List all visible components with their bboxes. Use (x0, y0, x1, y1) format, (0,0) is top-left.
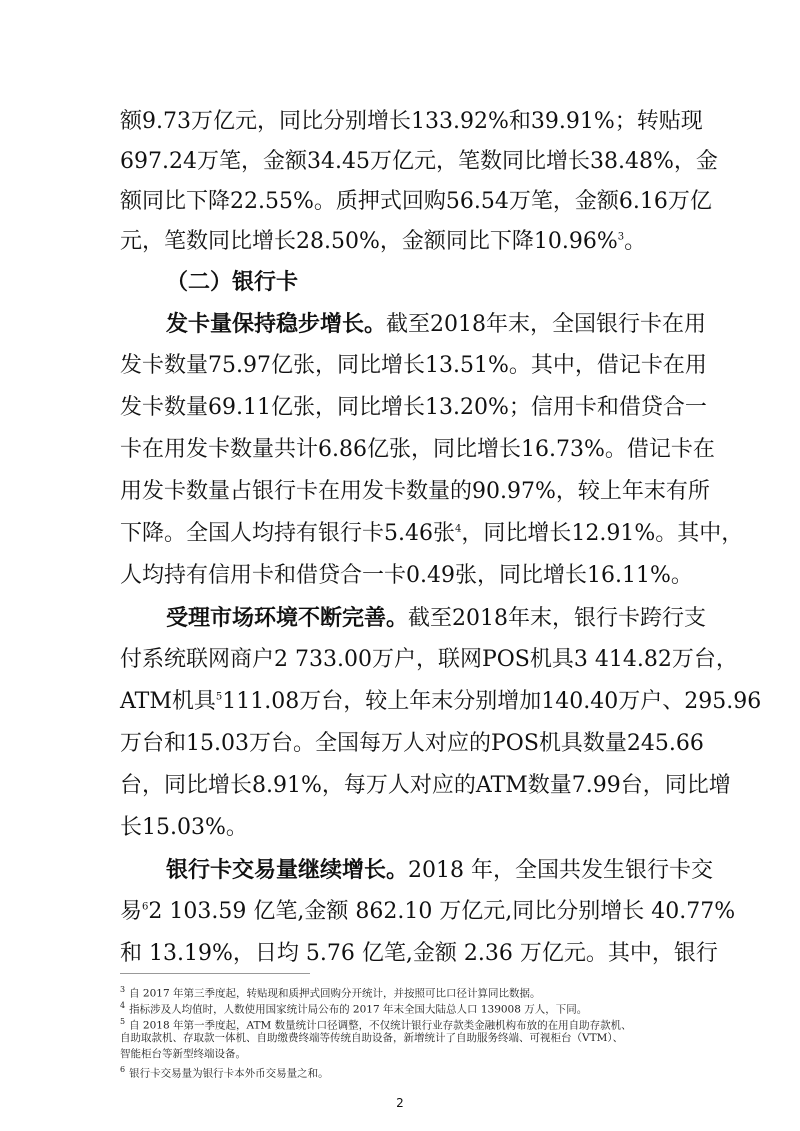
footnote-5-cont1: 自助取款机、存取款一体机、自助缴费终端等传统自助设备，新增统计了自助服务终端、可视柜台（VTM）、 (120, 1032, 624, 1044)
para3-line2: 易$^6$2 103.59 亿笔,金额 862.10 万亿元,同比分别增长 40.77% (120, 899, 736, 924)
footnote-4: $^4$ 指标涉及人均值时，人数使用国家统计局公布的 2017 年末全国大陆总人口 139008 万人，下同。 (120, 1001, 588, 1016)
footnote-ref-5: 5 (215, 691, 223, 703)
para1-line3: 发卡数量69.11亿张，同比增长13.20%；信用卡和借贷合一 (120, 395, 707, 420)
footnote-3: $^3$ 自 2017 年第三季度起，转贴现和质押式回购分开统计，并按照可比口径计算同比数据。 (120, 985, 541, 1000)
para1-line6: 下降。全国人均持有银行卡5.46张$^4$，同比增长12.91%。其中， (120, 521, 744, 546)
para0-line2: 697.24万笔，金额34.45万亿元，笔数同比增长38.48%，金 (120, 149, 718, 174)
para0-line4: 元，笔数同比增长28.50%，金额同比下降10.96%$^3$。 (120, 229, 647, 254)
footnote-6: $^6$ 银行卡交易量为银行卡本外币交易量之和。 (120, 1065, 329, 1080)
para3-line3: 和 13.19%，日均 5.76 亿笔,金额 2.36 万亿元。其中，银行 (120, 941, 718, 966)
footnote-5-cont2: 智能柜台等新型终端设备。 (120, 1048, 246, 1060)
para1-lead: 发卡量保持稳步增长。 (166, 311, 387, 337)
para2-line2: 付系统联网商户2 733.00万户，联网POS机具3 414.82万台， (120, 647, 738, 672)
para1-line1: 发卡量保持稳步增长。截至2018年末，全国银行卡在用 (166, 311, 707, 337)
para3-line1: 银行卡交易量继续增长。2018 年，全国共发生银行卡交 (166, 857, 713, 883)
page-number: 2 (396, 1096, 404, 1110)
para3-lead: 银行卡交易量继续增长。 (166, 857, 409, 883)
para0-line3: 额同比下降22.55%。质押式回购56.54万笔，金额6.16万亿 (120, 189, 712, 214)
section-heading: （二）银行卡 (166, 269, 299, 295)
para1-line2: 发卡数量75.97亿张，同比增长13.51%。其中，借记卡在用 (120, 353, 707, 378)
para2-line5: 台，同比增长8.91%，每万人对应的ATM数量7.99台，同比增 (120, 773, 731, 798)
para1-line7: 人均持有信用卡和借贷合一卡0.49张，同比增长16.11%。 (120, 563, 693, 588)
para2-line3: ATM机具$^5$111.08万台，较上年末分别增加140.40万户、295.96 (120, 689, 762, 714)
para2-line4: 万台和15.03万台。全国每万人对应的POS机具数量245.66 (120, 731, 704, 756)
footnote-ref-4: 4 (455, 523, 462, 535)
footnote-5: $^5$ 自 2018 年第一季度起，ATM 数量统计口径调整，不仅统计银行业存款类金融机构布放的在用自助存款机、 (120, 1017, 632, 1032)
para0-line1: 额9.73万亿元，同比分别增长133.92%和39.91%；转贴现 (120, 109, 703, 134)
para1-line4: 卡在用发卡数量共计6.86亿张，同比增长16.73%。借记卡在 (120, 437, 715, 462)
para1-line5: 用发卡数量占银行卡在用发卡数量的90.97%，较上年末有所 (120, 479, 710, 504)
para2-lead: 受理市场环境不断完善。 (166, 605, 409, 631)
para2-line6: 长15.03%。 (120, 815, 248, 840)
footnote-ref-3: 3 (617, 231, 625, 243)
footnote-ref-6: 6 (142, 901, 149, 913)
para2-line1: 受理市场环境不断完善。截至2018年末，银行卡跨行支 (166, 605, 707, 631)
